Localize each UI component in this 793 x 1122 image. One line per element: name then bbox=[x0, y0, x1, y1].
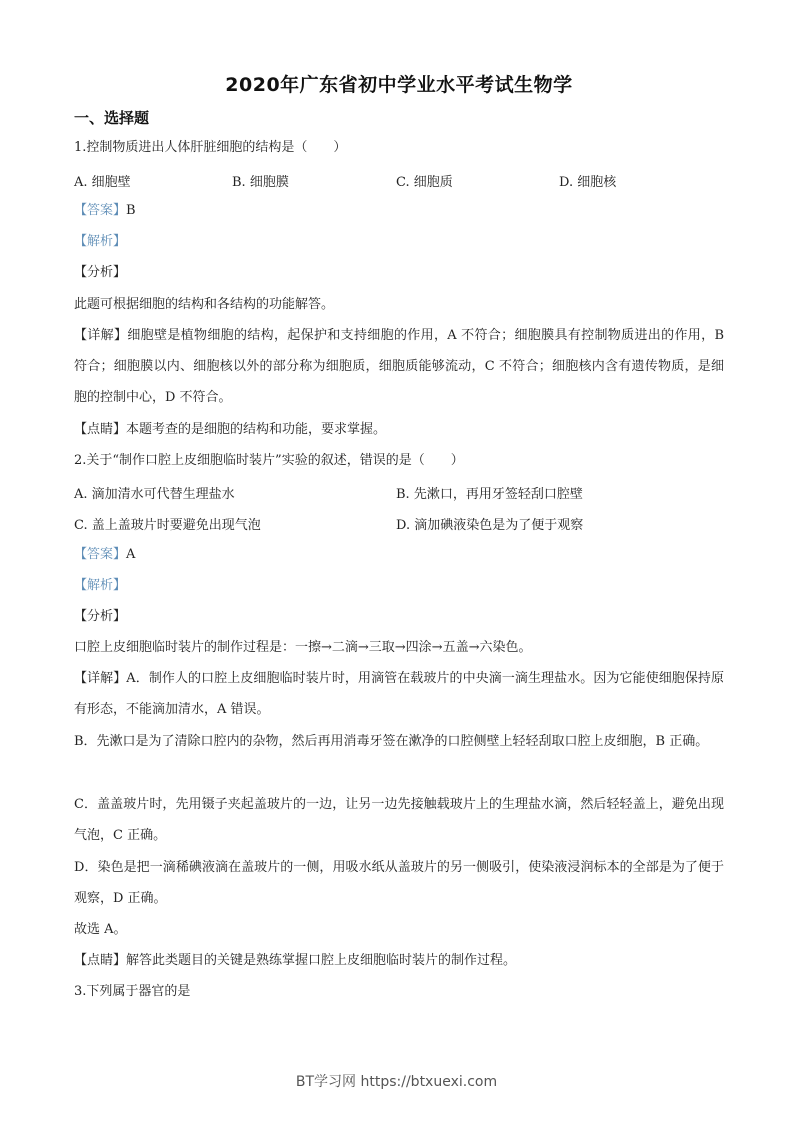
q2-option-c: C. 盖上盖玻片时要避免出现气泡 bbox=[74, 518, 261, 533]
q2-stem: 2.关于“制作口腔上皮细胞临时装片”实验的叙述，错误的是（ ） bbox=[74, 453, 464, 468]
q2-option-a: A. 滴加清水可代替生理盐水 bbox=[74, 487, 235, 502]
q1-option-d: D. 细胞核 bbox=[559, 175, 617, 190]
q2-xiangjie-d: D．染色是把一滴稀碘液滴在盖玻片的一侧，用吸水纸从盖玻片的另一侧吸引，使染液浸润标本的全部是为了便于观察，D 正确。 bbox=[74, 860, 724, 906]
q3-stem: 3.下列属于器官的是 bbox=[74, 984, 191, 999]
q1-dianjing: 【点睛】本题考查的是细胞的结构和功能，要求掌握。 bbox=[74, 422, 387, 437]
section-heading: 一、选择题 bbox=[74, 109, 150, 127]
q2-xiangjie-a: 【详解】A．制作人的口腔上皮细胞临时装片时，用滴管在载玻片的中央滴一滴生理盐水。因为它能使细胞保持原有形态，不能滴加清水，A 错误。 bbox=[74, 671, 724, 717]
q1-xiangjie: 【详解】细胞壁是植物细胞的结构，起保护和支持细胞的作用，A 不符合；细胞膜具有控制物质进出的作用，B 符合；细胞膜以内、细胞核以外的部分称为细胞质，细胞质能够流动，C 不符合；细胞核内含有遗传物质，是细胞的控制中心，D 不符合。 bbox=[74, 328, 724, 405]
footer-watermark: BT学习网 https://btxuexi.com bbox=[295, 1074, 498, 1090]
q1-jiexi-label: 【解析】 bbox=[74, 234, 127, 249]
q1-option-b: B. 细胞膜 bbox=[232, 175, 289, 190]
q2-xiangjie-b: B．先漱口是为了清除口腔内的杂物，然后再用消毒牙签在漱净的口腔侧壁上轻轻刮取口腔上皮细胞，B 正确。 bbox=[74, 734, 709, 749]
q2-option-d: D. 滴加碘液染色是为了便于观察 bbox=[396, 518, 584, 533]
q1-stem: 1.控制物质进出人体肝脏细胞的结构是（ ） bbox=[74, 140, 347, 155]
document-title: 2020年广东省初中学业水平考试生物学 bbox=[225, 74, 573, 96]
answer-label: 【答案】 bbox=[74, 547, 127, 562]
answer-value: B bbox=[126, 203, 136, 218]
q2-fenxi-label: 【分析】 bbox=[74, 609, 127, 624]
q2-option-b: B. 先漱口，再用牙签轻刮口腔壁 bbox=[396, 487, 583, 502]
q1-fenxi-label: 【分析】 bbox=[74, 265, 127, 280]
answer-value: A bbox=[126, 547, 136, 562]
q2-answer bbox=[74, 546, 135, 564]
q2-conclusion: 故选 A。 bbox=[74, 922, 127, 937]
q2-xiangjie-c: C．盖盖玻片时，先用镊子夹起盖玻片的一边，让另一边先接触载玻片上的生理盐水滴，然后轻轻盖上，避免出现气泡，C 正确。 bbox=[74, 797, 724, 843]
answer-label: 【答案】 bbox=[74, 203, 127, 218]
q1-option-a: A. 细胞壁 bbox=[74, 175, 131, 190]
q2-fenxi-text: 口腔上皮细胞临时装片的制作过程是：一擦→二滴→三取→四涂→五盖→六染色。 bbox=[74, 640, 532, 655]
q2-dianjing: 【点睛】解答此类题目的关键是熟练掌握口腔上皮细胞临时装片的制作过程。 bbox=[74, 953, 517, 968]
q2-jiexi-label: 【解析】 bbox=[74, 578, 127, 593]
q1-option-c: C. 细胞质 bbox=[396, 175, 453, 190]
q1-fenxi-text: 此题可根据细胞的结构和各结构的功能解答。 bbox=[74, 297, 335, 312]
q1-answer bbox=[74, 202, 136, 220]
